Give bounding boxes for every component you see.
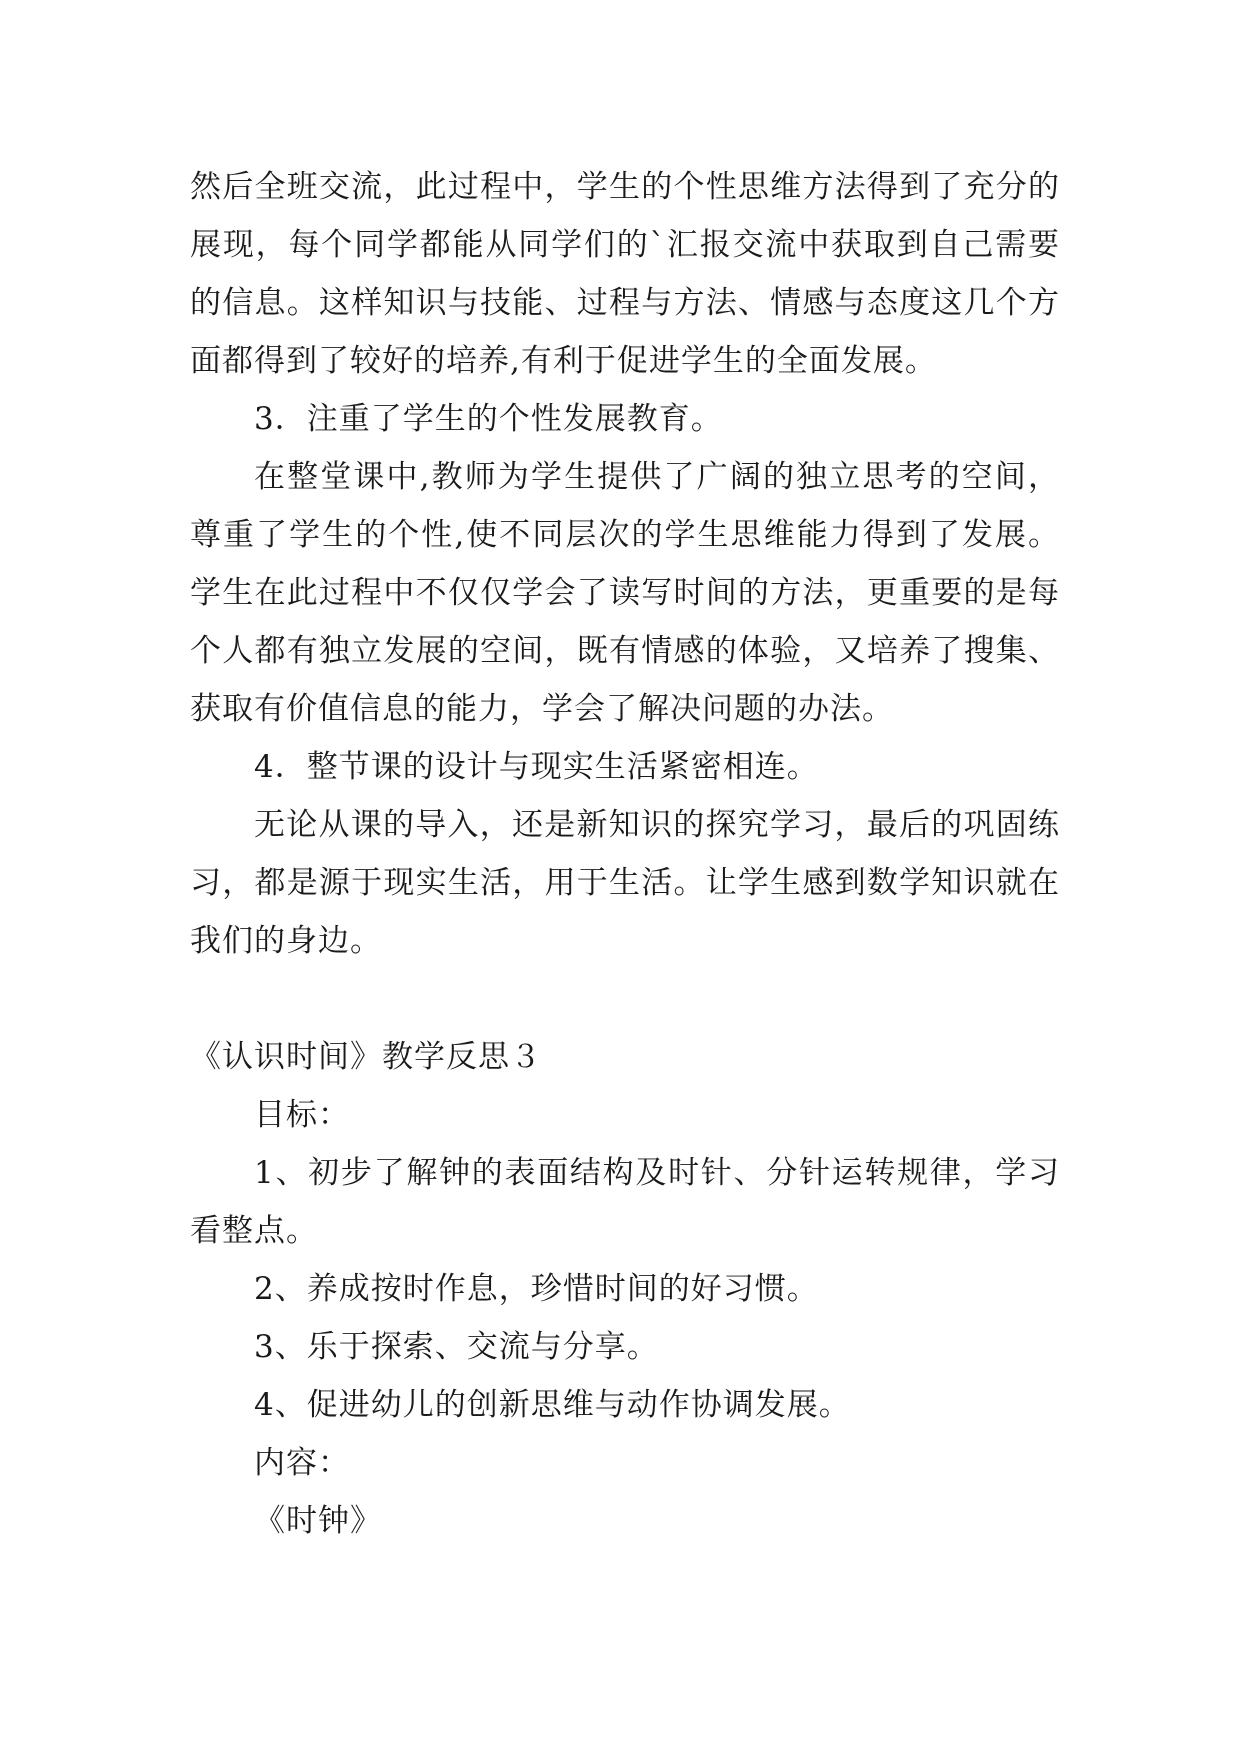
goal-label: 目标： bbox=[254, 1097, 350, 1133]
goal-item-1: 1、初步了解钟的表面结构及时针、分针运转规律，学习看整点。 bbox=[190, 1155, 1060, 1249]
goal-item-4: 4、促进幼儿的创新思维与动作协调发展。 bbox=[254, 1387, 851, 1423]
paragraph-exchange: 然后全班交流，此过程中，学生的个性思维方法得到了充分的展现，每个同学都能从同学们的`汇报交流中获取到自己需要的信息。这样知识与技能、过程与方法、情感与态度这几个方面都得到了较好的培养,有利于促进学生的全面发展。 bbox=[190, 169, 1060, 379]
section-title: 《认识时间》教学反思３ bbox=[190, 1039, 542, 1075]
goal-item-2: 2、养成按时作息，珍惜时间的好习惯。 bbox=[254, 1271, 819, 1307]
goal-item-3: 3、乐于探索、交流与分享。 bbox=[254, 1329, 659, 1365]
paragraph-individuality: 在整堂课中,教师为学生提供了广阔的独立思考的空间，尊重了学生的个性,使不同层次的学生思维能力得到了发展。学生在此过程中不仅仅学会了读写时间的方法，更重要的是每个人都有独立发展的空间，既有情感的体验，又培养了搜集、获取有价值信息的能力，学会了解决问题的办法。 bbox=[190, 459, 1060, 727]
document-body bbox=[190, 158, 1060, 1550]
section-spacer bbox=[190, 970, 1060, 1028]
point-4-heading: 4．整节课的设计与现实生活紧密相连。 bbox=[254, 749, 819, 785]
paragraph-real-life: 无论从课的导入，还是新知识的探究学习，最后的巩固练习，都是源于现实生活，用于生活。让学生感到数学知识就在我们的身边。 bbox=[190, 807, 1060, 959]
point-3-heading: 3．注重了学生的个性发展教育。 bbox=[254, 401, 723, 437]
content-value: 《时钟》 bbox=[254, 1503, 382, 1539]
content-label: 内容： bbox=[254, 1445, 350, 1481]
